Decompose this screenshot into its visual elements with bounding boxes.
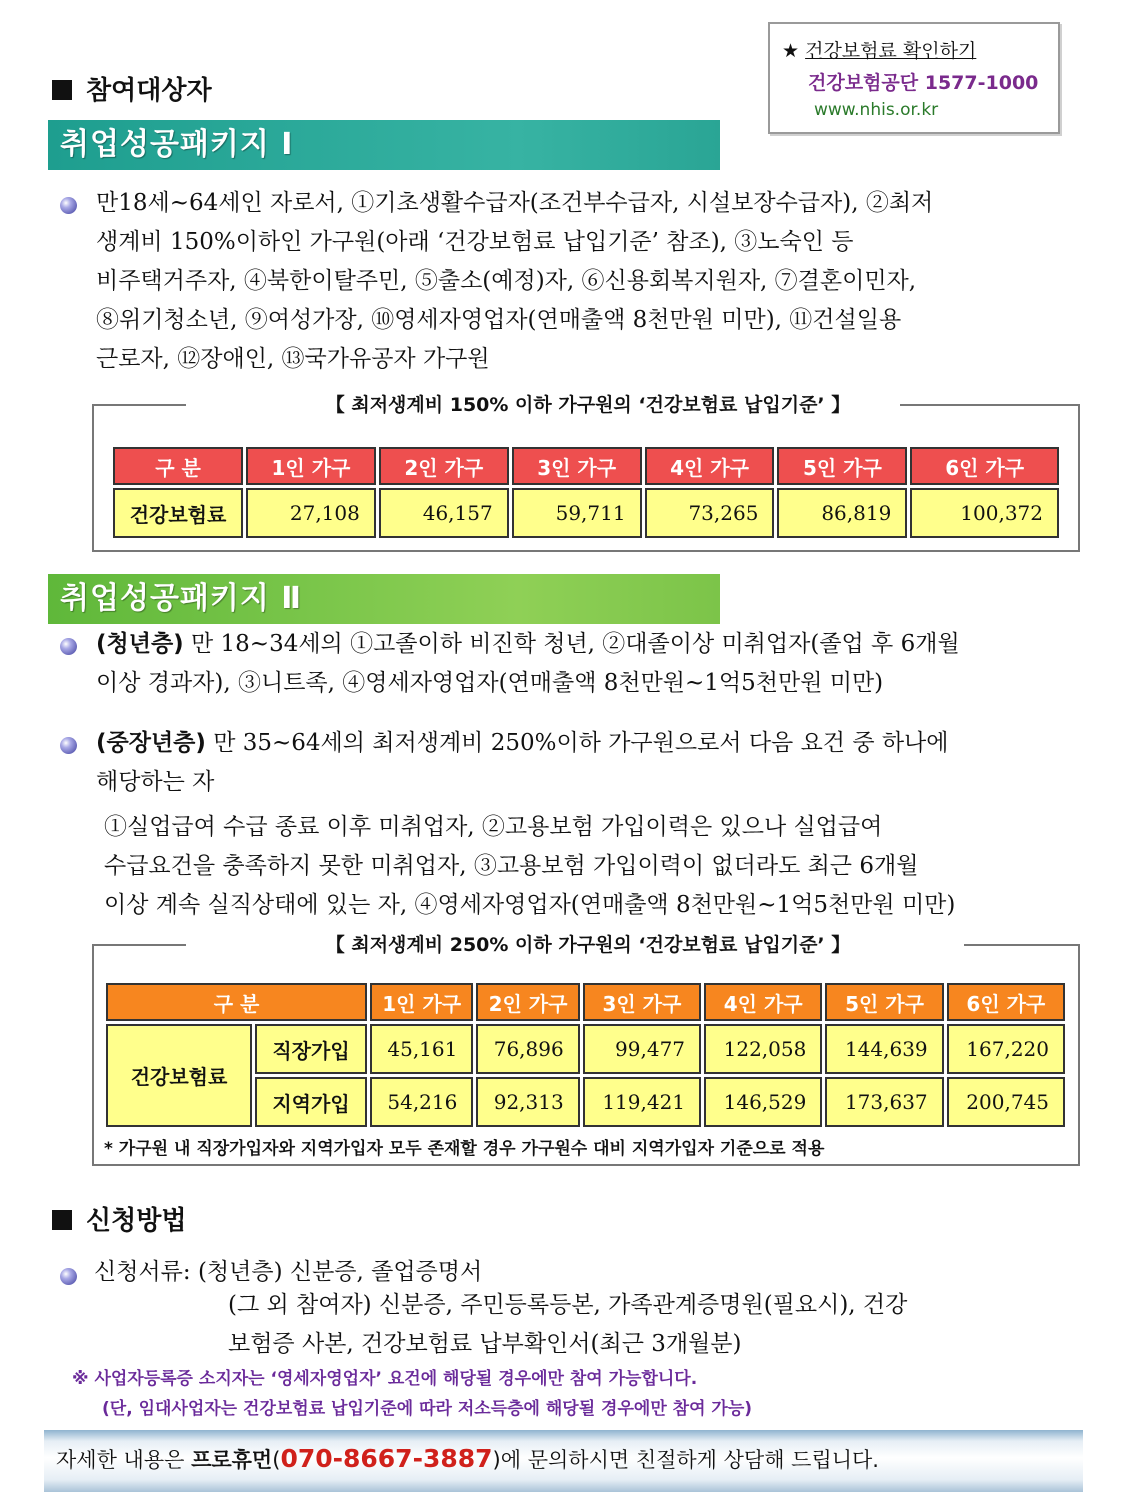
- body-text: (청년층) 신분증, 졸업증명서: [197, 1259, 483, 1285]
- bullet-icon: [60, 737, 77, 754]
- bullet-icon: [60, 1268, 77, 1285]
- section-title-participants: [52, 70, 212, 107]
- table-cell: 144,639: [825, 1024, 943, 1074]
- table-header: 3인 가구: [512, 447, 642, 485]
- package-1-body: [96, 184, 1080, 379]
- body-line: (그 외 참여자) 신분증, 주민등록등본, 가족관계증명원(필요시), 건강: [228, 1292, 908, 1318]
- body-line: [96, 625, 1080, 664]
- table-header: 5인 가구: [825, 983, 943, 1021]
- youth-body: [96, 625, 1080, 703]
- table-2-caption: 【 최저생계비 250% 이하 가구원의 ‘건강보험료 납입기준’ 】: [325, 934, 851, 956]
- table-cell: 46,157: [379, 488, 509, 538]
- body-line: 이상 계속 실직상태에 있는 자, ④영세자영업자(연매출액 8천만원~1억5천만원 미만): [104, 892, 956, 918]
- table-header: 5인 가구: [777, 447, 907, 485]
- bullet-icon: [60, 197, 77, 214]
- body-line: 만18세~64세인 자로서, ①기초생활수급자(조건부수급자, 시설보장수급자), ②최저: [96, 190, 934, 216]
- table-1-caption: 【 최저생계비 150% 이하 가구원의 ‘건강보험료 납입기준’ 】: [325, 394, 851, 416]
- package-1-banner: 취업성공패키지 Ⅰ: [48, 120, 720, 170]
- body-line: 이상 경과자), ③니트족, ④영세자영업자(연매출액 8천만원~1억5천만원 미만): [96, 670, 884, 696]
- footer-company: 프로휴먼: [191, 1448, 273, 1472]
- table-cell: 99,477: [583, 1024, 701, 1074]
- table-row-label: 지역가입: [255, 1077, 367, 1127]
- youth-label: (청년층): [96, 631, 184, 657]
- notice-line-1: ※ 사업자등록증 소지자는 ‘영세자영업자’ 요건에 해당될 경우에만 참여 가능합니다.: [72, 1369, 698, 1389]
- section-title-apply: [52, 1200, 186, 1237]
- table-cell: 27,108: [246, 488, 376, 538]
- square-bullet-icon: [52, 1210, 72, 1230]
- body-line: 근로자, ⑫장애인, ⑬국가유공자 가구원: [96, 346, 490, 372]
- contact-box: [768, 22, 1060, 134]
- body-line: 생계비 150%이하인 가구원(아래 ‘건강보험료 납입기준’ 참조), ③노숙인 등: [96, 229, 854, 255]
- body-line: ①실업급여 수급 종료 이후 미취업자, ②고용보험 가입이력은 있으나 실업급여: [104, 814, 883, 840]
- contact-url[interactable]: www.nhis.or.kr: [814, 100, 939, 120]
- middle-body: [96, 724, 1080, 802]
- apply-label: 신청서류:: [94, 1259, 191, 1285]
- table-header: 2인 가구: [476, 983, 579, 1021]
- contact-title: 건강보험료 확인하기: [805, 40, 977, 62]
- table-cell: 73,265: [645, 488, 775, 538]
- footer-banner: [44, 1430, 1083, 1492]
- middle-sub-body: [104, 808, 1080, 925]
- section-title-text: 참여대상자: [86, 76, 212, 106]
- contact-org-phone: 건강보험공단 1577-1000: [808, 72, 1039, 94]
- table-cell: 86,819: [777, 488, 907, 538]
- body-line: 비주택거주자, ④북한이탈주민, ⑤출소(예정)자, ⑥신용회복지원자, ⑦결혼이민자,: [96, 268, 917, 294]
- middle-label: (중장년층): [96, 730, 206, 756]
- table-2: [103, 980, 1068, 1130]
- package-2-banner: 취업성공패키지 Ⅱ: [48, 574, 720, 624]
- square-bullet-icon: [52, 80, 72, 100]
- table-header: 3인 가구: [583, 983, 701, 1021]
- table-cell: 146,529: [704, 1077, 822, 1127]
- table-1: [110, 444, 1062, 541]
- footer-paren: (: [272, 1448, 281, 1472]
- table-header: 구 분: [106, 983, 367, 1021]
- table-cell: 45,161: [370, 1024, 473, 1074]
- table-cell: 92,313: [476, 1077, 579, 1127]
- bullet-icon: [60, 638, 77, 655]
- table-header: 6인 가구: [947, 983, 1065, 1021]
- table-row-group-label: 건강보험료: [106, 1024, 252, 1127]
- table-cell: 59,711: [512, 488, 642, 538]
- table-cell: 76,896: [476, 1024, 579, 1074]
- table-cell: 122,058: [704, 1024, 822, 1074]
- table-2-note: * 가구원 내 직장가입자와 지역가입자 모두 존재할 경우 가구원수 대비 지역가입자 기준으로 적용: [104, 1139, 825, 1159]
- body-line: 해당하는 자: [96, 769, 215, 795]
- table-header: 6인 가구: [910, 447, 1059, 485]
- body-line: 보험증 사본, 건강보험료 납부확인서(최근 3개월분): [228, 1331, 742, 1357]
- table-header: 1인 가구: [246, 447, 376, 485]
- body-text: 만 35~64세의 최저생계비 250%이하 가구원으로서 다음 요건 중 하나에: [205, 730, 949, 756]
- apply-body-cont: [228, 1286, 1080, 1364]
- footer-paren: ): [492, 1448, 501, 1472]
- footer-text: 자세한 내용은: [56, 1448, 192, 1472]
- table-cell: 167,220: [947, 1024, 1065, 1074]
- body-line: ⑧위기청소년, ⑨여성가장, ⑩영세자영업자(연매출액 8천만원 미만), ⑪건설일용: [96, 307, 902, 333]
- star-icon: ★: [782, 40, 800, 62]
- footer-text: 에 문의하시면 친절하게 상담해 드립니다.: [500, 1448, 879, 1472]
- table-header: 2인 가구: [379, 447, 509, 485]
- body-line: 수급요건을 충족하지 못한 미취업자, ③고용보험 가입이력이 없더라도 최근 6개월: [104, 853, 919, 879]
- body-text: 만 18~34세의 ①고졸이하 비진학 청년, ②대졸이상 미취업자(졸업 후 6개월: [183, 631, 960, 657]
- body-line: [96, 724, 1080, 763]
- section-title-text: 신청방법: [86, 1206, 187, 1236]
- table-row-label: 건강보험료: [113, 488, 243, 538]
- table-cell: 119,421: [583, 1077, 701, 1127]
- notice-line-2: (단, 임대사업자는 건강보험료 납입기준에 따라 저소득층에 해당될 경우에만 참여 가능): [102, 1399, 753, 1419]
- table-header: 1인 가구: [370, 983, 473, 1021]
- contact-title-line: [782, 36, 976, 63]
- table-cell: 100,372: [910, 488, 1059, 538]
- table-cell: 200,745: [947, 1077, 1065, 1127]
- table-row-label: 직장가입: [255, 1024, 367, 1074]
- table-header: 4인 가구: [704, 983, 822, 1021]
- table-cell: 173,637: [825, 1077, 943, 1127]
- table-cell: 54,216: [370, 1077, 473, 1127]
- footer-phone[interactable]: 070-8667-3887: [280, 1444, 493, 1473]
- table-header: 4인 가구: [645, 447, 775, 485]
- table-header: 구 분: [113, 447, 243, 485]
